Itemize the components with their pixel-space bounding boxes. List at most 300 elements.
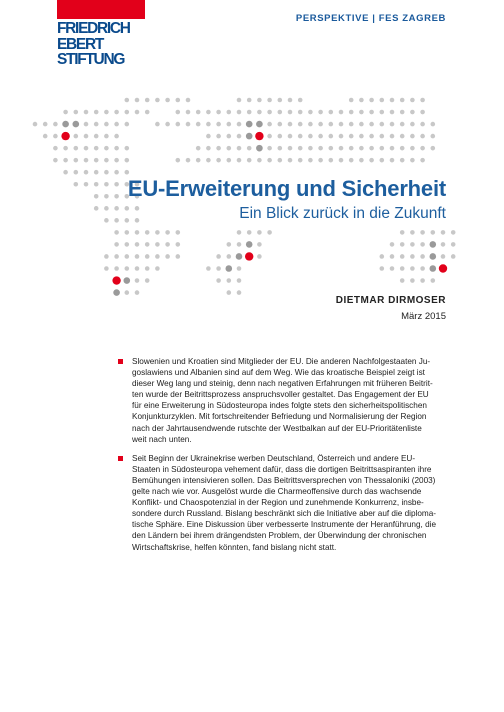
bullet-2-line: Wirtschaftskrise, helfen könnten, fand bislang nicht statt.: [132, 542, 337, 552]
map-dot: [227, 158, 232, 163]
map-dot: [278, 158, 283, 163]
map-dot: [114, 182, 119, 187]
map-dot: [410, 278, 415, 283]
map-dot: [237, 266, 242, 271]
map-dot: [400, 110, 405, 115]
map-dot: [145, 98, 150, 103]
map-dot: [114, 194, 119, 199]
map-dot: [420, 146, 425, 151]
map-dot: [186, 110, 191, 115]
map-dot: [155, 122, 160, 127]
map-dot: [298, 110, 303, 115]
map-dot: [278, 122, 283, 127]
map-dot: [206, 146, 211, 151]
map-dot: [329, 146, 334, 151]
map-dot: [298, 98, 303, 103]
bullet-text-1: [132, 356, 448, 445]
map-dot: [216, 158, 221, 163]
map-dot: [63, 146, 68, 151]
bullet-1-line: dieser Weg lang und steinig, denn nach negativen Erfahrungen mit früheren Beitrit-: [132, 379, 433, 389]
map-dot: [33, 122, 38, 127]
map-dot: [400, 146, 405, 151]
map-dot: [84, 122, 89, 127]
map-dot: [410, 110, 415, 115]
map-dot: [104, 266, 109, 271]
map-dot: [94, 194, 99, 199]
map-dot: [94, 182, 99, 187]
map-dot: [267, 98, 272, 103]
map-dot-red: [439, 264, 447, 272]
map-dot: [267, 158, 272, 163]
map-dot: [186, 122, 191, 127]
map-dot: [298, 146, 303, 151]
map-dot: [125, 218, 130, 223]
map-dot: [145, 254, 150, 259]
map-dot: [114, 158, 119, 163]
map-dot: [380, 110, 385, 115]
map-dot: [400, 134, 405, 139]
map-dot: [104, 206, 109, 211]
map-dot-dark: [246, 241, 253, 248]
map-dot: [380, 122, 385, 127]
map-dot: [359, 122, 364, 127]
map-dot: [196, 158, 201, 163]
map-dot: [135, 278, 140, 283]
map-dot: [74, 158, 79, 163]
bullet-1-line: für eine Erweiterung in Südosteuropa indes folgte stets den sicherheitspolitischen: [132, 401, 427, 411]
map-dot: [247, 98, 252, 103]
map-dot-dark: [124, 277, 131, 284]
map-dot: [114, 254, 119, 259]
map-dot: [125, 122, 130, 127]
bullet-2-line: Seit Beginn der Ukrainekrise werben Deutschland, Österreich und andere EU-: [132, 453, 416, 463]
map-dot: [349, 134, 354, 139]
map-dot: [125, 110, 130, 115]
map-dot: [125, 158, 130, 163]
map-dot: [155, 254, 160, 259]
map-dot: [176, 230, 181, 235]
map-dot: [196, 122, 201, 127]
map-dot: [227, 278, 232, 283]
map-dot: [63, 110, 68, 115]
map-dot-dark: [236, 253, 243, 260]
map-dot: [216, 254, 221, 259]
map-dot: [104, 254, 109, 259]
map-dot: [74, 170, 79, 175]
map-dot-dark: [113, 289, 120, 296]
map-dot: [359, 146, 364, 151]
series-label: PERSPEKTIVE | FES ZAGREB: [295, 13, 446, 24]
map-dot: [176, 98, 181, 103]
map-dot: [400, 122, 405, 127]
map-dot: [308, 146, 313, 151]
map-dot: [216, 278, 221, 283]
map-dot: [308, 158, 313, 163]
map-dot: [125, 206, 130, 211]
map-dot: [206, 266, 211, 271]
map-dot: [247, 230, 252, 235]
author-name: DIETMAR DIRMOSER: [335, 295, 446, 306]
map-dot: [359, 110, 364, 115]
map-dot: [176, 158, 181, 163]
map-dot: [451, 254, 456, 259]
map-dot: [237, 230, 242, 235]
map-dot: [339, 146, 344, 151]
map-dot: [176, 254, 181, 259]
map-dot: [390, 158, 395, 163]
map-dot: [227, 290, 232, 295]
map-dot: [390, 122, 395, 127]
map-dot: [227, 146, 232, 151]
map-dot: [431, 278, 436, 283]
map-dot: [74, 146, 79, 151]
map-dot: [135, 266, 140, 271]
map-dot-dark: [430, 241, 437, 248]
map-dot: [237, 134, 242, 139]
map-dot: [125, 254, 130, 259]
map-dot: [43, 122, 48, 127]
map-dot: [237, 242, 242, 247]
map-dot: [380, 134, 385, 139]
map-dot: [410, 242, 415, 247]
map-dot: [104, 122, 109, 127]
map-dot: [104, 182, 109, 187]
map-dot: [237, 278, 242, 283]
map-dot: [135, 242, 140, 247]
map-dot: [84, 182, 89, 187]
map-dot: [135, 254, 140, 259]
map-dot: [257, 230, 262, 235]
map-dot: [278, 110, 283, 115]
map-dot: [359, 134, 364, 139]
map-dot: [410, 146, 415, 151]
map-dot: [298, 134, 303, 139]
bullet-1-line: Konjunkturzyklen. Mit fortschreitender Befriedung und Normalisierung der Region: [132, 412, 427, 422]
summary-bullet-2: [132, 453, 448, 553]
map-dot: [278, 98, 283, 103]
map-dot: [257, 98, 262, 103]
map-dot: [216, 266, 221, 271]
map-dot: [206, 158, 211, 163]
map-dot: [257, 110, 262, 115]
map-dot: [369, 122, 374, 127]
publication-date: März 2015: [401, 311, 446, 322]
summary-bullets: [132, 356, 448, 561]
logo-line-3: STIFTUNG: [57, 51, 125, 68]
map-dot: [390, 266, 395, 271]
map-dot: [420, 278, 425, 283]
map-dot: [114, 110, 119, 115]
map-dot: [400, 242, 405, 247]
bullet-1-line: goslawiens und Albanien sind auf dem Weg. Wie das kroatische Beispiel zeigt ist: [132, 368, 425, 378]
map-dot: [318, 122, 323, 127]
map-dot: [114, 218, 119, 223]
map-dot: [186, 98, 191, 103]
map-dot: [155, 98, 160, 103]
map-dot: [74, 182, 79, 187]
map-dot: [380, 266, 385, 271]
map-dot: [237, 158, 242, 163]
map-dot: [114, 206, 119, 211]
document-subtitle: Ein Blick zurück in die Zukunft: [239, 205, 446, 222]
map-dot-red: [112, 276, 120, 284]
map-dot: [165, 254, 170, 259]
map-dot: [451, 230, 456, 235]
map-dot: [420, 122, 425, 127]
map-dot: [227, 242, 232, 247]
map-dot: [339, 158, 344, 163]
map-dot: [114, 230, 119, 235]
map-dot: [329, 110, 334, 115]
map-dot: [155, 266, 160, 271]
map-dot: [420, 110, 425, 115]
map-dot: [369, 158, 374, 163]
map-dot: [431, 230, 436, 235]
bullet-2-line: Bemühungen intensivieren sollen. Das Beitrittsversprechen von Thessaloniki (2003): [132, 475, 436, 485]
map-dot: [155, 242, 160, 247]
map-dot: [410, 158, 415, 163]
map-dot: [400, 266, 405, 271]
map-dot: [227, 122, 232, 127]
map-dot-dark: [226, 265, 233, 272]
map-dot: [165, 230, 170, 235]
map-dot: [135, 206, 140, 211]
map-dot: [176, 110, 181, 115]
map-dot: [216, 134, 221, 139]
map-dot: [420, 254, 425, 259]
map-dot: [114, 242, 119, 247]
map-dot: [308, 122, 313, 127]
map-dot: [114, 122, 119, 127]
map-dot: [74, 134, 79, 139]
map-dot: [369, 134, 374, 139]
map-dot: [318, 110, 323, 115]
map-dot: [114, 170, 119, 175]
map-dot: [53, 134, 58, 139]
map-dot: [431, 146, 436, 151]
map-dot: [165, 242, 170, 247]
map-dot: [125, 242, 130, 247]
map-dot: [298, 122, 303, 127]
map-dot: [94, 206, 99, 211]
map-dot: [420, 230, 425, 235]
map-dot: [390, 242, 395, 247]
map-dot: [216, 110, 221, 115]
map-dot: [114, 134, 119, 139]
map-dot: [380, 158, 385, 163]
map-dot: [380, 254, 385, 259]
map-dot: [104, 158, 109, 163]
map-dot: [329, 158, 334, 163]
map-dot: [145, 110, 150, 115]
bullet-1-line: nach der Jahrtausendwende rutschte der Westbalkan auf der EU-Prioritätenliste: [132, 423, 422, 433]
map-dot: [359, 158, 364, 163]
map-dot: [410, 266, 415, 271]
map-dot: [288, 146, 293, 151]
map-dot: [390, 134, 395, 139]
map-dot: [125, 230, 130, 235]
map-dot: [145, 230, 150, 235]
map-dot: [53, 158, 58, 163]
map-dot: [104, 194, 109, 199]
map-dot: [237, 146, 242, 151]
bullet-2-line: sondere durch Russland. Bislang beschränkt sich die Initiative aber auf die diploma-: [132, 509, 437, 519]
map-dot: [237, 122, 242, 127]
map-dot: [431, 122, 436, 127]
map-dot: [155, 230, 160, 235]
map-dot: [318, 146, 323, 151]
map-dot: [135, 230, 140, 235]
map-dot: [84, 146, 89, 151]
map-dot: [288, 110, 293, 115]
map-dot-dark: [256, 121, 263, 128]
map-dot: [104, 170, 109, 175]
map-dot: [145, 242, 150, 247]
bullet-2-line: Staaten in Südosteuropa vehement dafür, dass die dortigen Beitrittsaspiranten ihre: [132, 464, 432, 474]
map-dot: [247, 158, 252, 163]
map-dot-red: [61, 132, 69, 140]
map-dot: [369, 110, 374, 115]
map-dot: [267, 134, 272, 139]
map-dot: [288, 122, 293, 127]
map-dot: [410, 254, 415, 259]
bullet-square-icon: [118, 359, 123, 364]
map-dot: [451, 242, 456, 247]
map-dot: [349, 146, 354, 151]
map-dot: [135, 110, 140, 115]
map-dot: [390, 98, 395, 103]
bullet-text-2: [132, 453, 448, 553]
map-dot: [400, 98, 405, 103]
bullet-2-line: gelte nach wie vor. Ausgelöst wurde die Charmeoffensive durch das wachsende: [132, 487, 422, 497]
map-dot: [349, 122, 354, 127]
map-dot: [420, 98, 425, 103]
map-dot: [431, 134, 436, 139]
map-dot: [318, 134, 323, 139]
map-dot: [237, 98, 242, 103]
map-dot: [63, 158, 68, 163]
map-dot: [349, 110, 354, 115]
map-dot: [400, 254, 405, 259]
map-dot: [104, 134, 109, 139]
map-dot: [441, 242, 446, 247]
map-dot: [206, 122, 211, 127]
bullet-square-icon: [118, 456, 123, 461]
map-dot: [176, 122, 181, 127]
map-dot-dark: [73, 121, 80, 128]
map-dot: [94, 158, 99, 163]
map-dot: [125, 266, 130, 271]
map-dot: [135, 218, 140, 223]
map-dot: [257, 242, 262, 247]
bullet-1-line: ten wurde der Beitrittsprozess anspruchsvoller gestaltet. Das Engagement der EU: [132, 390, 429, 400]
map-dot: [288, 158, 293, 163]
map-dot-dark: [256, 145, 263, 152]
map-dot: [227, 134, 232, 139]
map-dot: [420, 242, 425, 247]
map-dot: [165, 98, 170, 103]
map-dot: [84, 170, 89, 175]
map-dot: [94, 122, 99, 127]
map-dot: [145, 266, 150, 271]
map-dot: [94, 134, 99, 139]
map-dot-dark: [246, 121, 253, 128]
map-dot: [247, 146, 252, 151]
map-dot: [84, 110, 89, 115]
map-dot: [53, 122, 58, 127]
map-dot: [237, 110, 242, 115]
map-dot: [329, 134, 334, 139]
logo-line-1: FRIEDRICH: [57, 20, 130, 37]
map-dot: [206, 110, 211, 115]
map-dot: [298, 158, 303, 163]
map-dot: [410, 122, 415, 127]
map-dot: [369, 98, 374, 103]
map-dot: [267, 110, 272, 115]
map-dot: [380, 146, 385, 151]
map-dot: [74, 110, 79, 115]
map-dot: [390, 146, 395, 151]
map-dot: [441, 254, 446, 259]
map-dot-dark: [246, 133, 253, 140]
map-dot: [94, 170, 99, 175]
map-dot-dark: [430, 265, 437, 272]
map-dot: [400, 158, 405, 163]
map-dot: [104, 146, 109, 151]
map-dot: [237, 290, 242, 295]
document-title: EU-Erweiterung und Sicherheit: [127, 176, 446, 201]
map-dot: [135, 290, 140, 295]
map-dot: [390, 254, 395, 259]
map-dot: [267, 146, 272, 151]
map-dot: [84, 158, 89, 163]
summary-bullet-1: [132, 356, 448, 445]
map-dot: [196, 146, 201, 151]
bullet-2-line: tische Sphäre. Eine Diskussion über verbesserte Instrumente der Heranführung, die: [132, 520, 437, 530]
map-dot: [257, 254, 262, 259]
bullet-2-line: Konflikt- und Chaospotenzial in der Region und zunehmende Konkurrenz, insbe-: [132, 498, 424, 508]
map-dot: [278, 146, 283, 151]
map-dot: [104, 110, 109, 115]
map-dot: [380, 98, 385, 103]
map-dot: [84, 134, 89, 139]
map-dot: [349, 158, 354, 163]
map-dot: [43, 134, 48, 139]
map-dot: [400, 230, 405, 235]
map-dot: [125, 146, 130, 151]
map-dot-dark: [62, 121, 69, 128]
map-dot: [369, 146, 374, 151]
map-dot: [216, 122, 221, 127]
map-dot: [339, 110, 344, 115]
map-dot-red: [255, 132, 263, 140]
map-dot: [94, 146, 99, 151]
map-dot: [247, 110, 252, 115]
map-dot: [114, 266, 119, 271]
map-dot: [410, 230, 415, 235]
map-dot: [288, 98, 293, 103]
map-dot: [329, 122, 334, 127]
map-dot: [227, 110, 232, 115]
map-dot: [308, 134, 313, 139]
map-dot: [196, 110, 201, 115]
map-dot: [125, 290, 130, 295]
map-dot: [308, 110, 313, 115]
map-dot-dark: [430, 253, 437, 260]
map-dot: [114, 146, 119, 151]
map-dot: [288, 134, 293, 139]
map-dot: [349, 98, 354, 103]
